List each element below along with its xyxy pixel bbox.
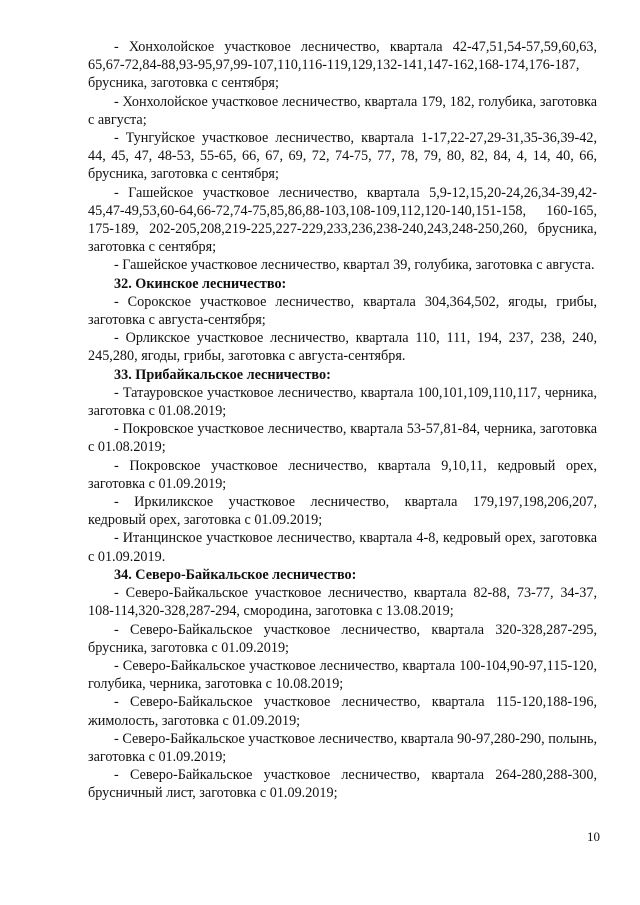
list-item-gashey-brusnika: - Гашейское участковое лесничество, квартала 5,9-12,15,20-24,26,34-39,42-45,47-49,53,60-64,66-72,74-75,85,86,88-103,108-109,112,120-140,151-158, 160-165, 175-189, 202-205,208,219-225,227-229,233,236,238-240,243,248-250,260, брусника, заготовка с сентября; [88,184,597,256]
list-item-gashey-golubika: - Гашейское участковое лесничество, квартал 39, голубика, заготовка с августа. [114,257,595,274]
list-item-sb-polyn: - Северо-Байкальское участковое лесничество, квартала 90-97,280-290, полынь, заготовка с 01.09.2019; [88,730,597,765]
list-item-sb-golubika: - Северо-Байкальское участковое лесничество, квартала 100-104,90-97,115-120, голубика, черника, заготовка с 10.08.2019; [88,657,597,693]
document-page [88,38,597,803]
list-item-tunguy-brusnika: - Тунгуйское участковое лесничество, квартала 1-17,22-27,29-31,35-36,39-42, 44, 45, 47, 48-53, 55-65, 66, 67, 69, 72, 74-75, 77, 78, 79, 80, 82, 84, 4, 14, 40, 66, брусника, заготовка с сентября; [88,130,597,183]
list-item-pokrovskoe-orekh: - Покровское участковое лесничество, квартала 9,10,11, кедровый орех, заготовка с 01.09.2019; [88,457,597,492]
list-item-itantsinskoe: - Итанцинское участковое лесничество, квартала 4-8, кедровый орех, заготовка с 01.09.2019. [88,530,597,565]
list-item-irkilikskoe: - Иркиликское участковое лесничество, квартала 179,197,198,206,207, кедровый орех, заготовка с 01.09.2019; [88,494,597,529]
page-number: 10 [587,829,600,844]
list-item-khonkholoy-golubika: - Хонхолойское участковое лесничество, квартала 179, 182, голубика, заготовка с августа; [88,93,597,128]
list-item-sb-brusnika: - Северо-Байкальское участковое лесничество, квартала 320-328,287-295, брусника, заготовка с 01.09.2019; [88,621,597,656]
section-heading-okinskoe: 32. Окинское лесничество: [114,275,287,292]
list-item-sb-zhimolost: - Северо-Байкальское участковое лесничество, квартала 115-120,188-196, жимолость, заготовка с 01.09.2019; [88,694,597,729]
list-item-tataurovskoe: - Татауровское участковое лесничество, квартала 100,101,109,110,117, черника, заготовка с 01.08.2019; [88,384,597,420]
section-heading-pribaikalskoe: 33. Прибайкальское лесничество: [114,366,331,383]
list-item-orlikskoe: - Орликское участковое лесничество, квартала 110, 111, 194, 237, 238, 240, 245,280, ягоды, грибы, заготовка с августа-сентября. [88,330,597,365]
section-heading-severo-baikalskoe: 34. Северо-Байкальское лесничество: [114,566,357,583]
list-item-sb-brusnichny-list: - Северо-Байкальское участковое лесничество, квартала 264-280,288-300, брусничный лист, заготовка с 01.09.2019; [88,767,597,802]
list-item-sb-smorodina: - Северо-Байкальское участковое лесничество, квартала 82-88, 73-77, 34-37, 108-114,320-328,287-294, смородина, заготовка с 13.08.2019; [88,585,597,620]
list-item-sorokskoe: - Сорокское участковое лесничество, квартала 304,364,502, ягоды, грибы, заготовка с августа-сентября; [88,293,597,329]
list-item-khonkholoy-brusnika: - Хонхолойское участковое лесничество, квартала 42-47,51,54-57,59,60,63, 65,67-72,84-88,93-95,97,99-107,110,116-119,129,132-141,147-162,168-174,176-187, брусника, заготовка с сентября; [88,39,597,92]
list-item-pokrovskoe-chernika: - Покровское участковое лесничество, квартала 53-57,81-84, черника, заготовка с 01.08.2019; [88,421,597,456]
